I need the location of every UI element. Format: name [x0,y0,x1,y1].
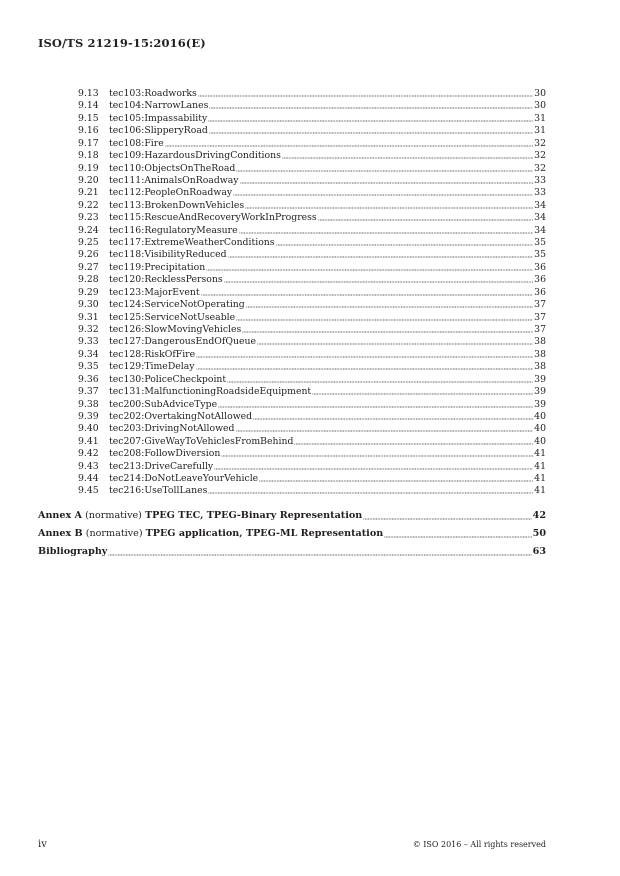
toc-entry-page: 41 [534,485,546,497]
toc-entry-page: 40 [534,423,546,435]
toc-entry-page: 38 [534,348,546,360]
toc-entry-title: tec131:MalfunctioningRoadsideEquipment [109,386,312,398]
toc-entry-title: tec130:PoliceCheckpoint [109,373,227,385]
toc-entry-page: 40 [534,435,546,447]
toc-entry[interactable] [78,150,546,161]
toc-entry-number: 9.26 [78,249,99,261]
toc-entry-page: 30 [534,100,546,112]
toc-entry-title: tec123:MajorEvent [109,286,200,298]
toc-entry-number: 9.40 [78,423,99,435]
toc-entry-title: tec115:RescueAndRecoveryWorkInProgress [109,212,317,224]
toc-entry-number: 9.39 [78,410,99,422]
toc-entry-title: tec127:DangerousEndOfQueue [109,336,256,348]
annex-page: 50 [532,528,546,539]
dot-leader [236,164,533,172]
dot-leader [233,188,533,196]
dot-leader [276,238,534,246]
toc-entry[interactable] [78,361,546,372]
toc-annex-entry[interactable] [38,509,546,522]
annex-label: Annex B [38,528,83,539]
toc-entry-title: tec213:DriveCarefully [109,460,214,472]
toc-entry-page: 32 [534,162,546,174]
toc-entry-page: 34 [534,224,546,236]
toc-entry[interactable] [78,175,546,186]
toc-entry-title: tec105:Impassability [109,112,208,124]
toc-entry-page: 41 [534,448,546,460]
toc-entry-number: 9.24 [78,224,99,236]
toc-entry[interactable] [78,485,546,496]
dot-leader [227,375,533,383]
dot-leader [245,201,533,209]
dot-leader [363,512,531,520]
toc-entry[interactable] [78,287,546,298]
toc-entry-page: 32 [534,150,546,162]
dot-leader [108,548,531,556]
dot-leader [282,151,533,159]
toc-entry-number: 9.37 [78,386,99,398]
annex-title: TPEG application, TPEG-ML Representation [145,528,384,539]
toc-entry-number: 9.32 [78,323,99,335]
toc-entry-number: 9.29 [78,286,99,298]
toc-entry-title: tec129:TimeDelay [109,361,195,373]
toc-bibliography-entry[interactable] [38,545,546,558]
dot-leader [198,89,533,97]
dot-leader [214,462,533,470]
bibliography-label: Bibliography [38,546,108,557]
toc-entry-number: 9.19 [78,162,99,174]
toc-entry-number: 9.41 [78,435,99,447]
toc-entry-page: 40 [534,410,546,422]
toc-entry-title: tec128:RiskOfFire [109,348,196,360]
toc-entry-page: 30 [534,88,546,99]
toc-entry-page: 41 [534,460,546,472]
dot-leader [294,437,533,445]
toc-entry-title: tec118:VisibilityReduced [109,249,227,261]
toc-entry-title: tec203:DrivingNotAllowed [109,423,235,435]
toc-entry-number: 9.25 [78,237,99,249]
toc-entry-title: tec109:HazardousDrivingConditions [109,150,281,162]
toc-entry[interactable] [78,237,546,248]
toc-entry[interactable] [78,349,546,360]
toc-entry-title: tec110:ObjectsOnTheRoad [109,162,236,174]
dot-leader [209,126,533,134]
toc-entry[interactable] [78,274,546,285]
toc-entry-title: tec120:RecklessPersons [109,274,223,286]
dot-leader [246,300,533,308]
toc-entry[interactable] [78,324,546,335]
toc-entry-title: tec111:AnimalsOnRoadway [109,174,239,186]
toc-entry-page: 31 [534,125,546,137]
toc-entry-page: 36 [534,286,546,298]
annex-qualifier: (normative) [82,510,145,521]
toc-entry-page: 35 [534,249,546,261]
toc-entry[interactable] [78,100,546,111]
toc-entry[interactable] [78,200,546,211]
toc-entry[interactable] [78,312,546,323]
toc-entry-title: tec202:OvertakingNotAllowed [109,410,253,422]
toc-entry[interactable] [78,88,546,99]
toc-entry-title: tec108:Fire [109,137,164,149]
dot-leader [253,412,533,420]
toc-entry[interactable] [78,411,546,422]
dot-leader [206,263,533,271]
toc-entry-title: tec125:ServiceNotUseable [109,311,236,323]
dot-leader [209,101,533,109]
toc-entry-title: tec117:ExtremeWeatherConditions [109,237,275,249]
annex-qualifier: (normative) [82,528,146,539]
toc-entry-title: tec207:GiveWayToVehiclesFromBehind [109,435,294,447]
toc-entry-title: tec126:SlowMovingVehicles [109,323,242,335]
dot-leader [196,362,534,370]
dot-leader [218,400,533,408]
toc-entry-title: tec106:SlipperyRoad [109,125,208,137]
dot-leader [165,139,533,147]
toc-entry-page: 39 [534,386,546,398]
toc-entry-page: 33 [534,174,546,186]
toc-entry-number: 9.22 [78,199,99,211]
toc-entry-page: 38 [534,361,546,373]
toc-entry-number: 9.35 [78,361,99,373]
dot-leader [228,250,534,258]
toc-entry-number: 9.14 [78,100,99,112]
toc-entry[interactable] [78,212,546,223]
toc-entry-title: tec113:BrokenDownVehicles [109,199,245,211]
toc-entry-number: 9.28 [78,274,99,286]
dot-leader [240,176,534,184]
toc-entry-number: 9.16 [78,125,99,137]
toc-entry[interactable] [78,187,546,198]
toc-entry-page: 39 [534,398,546,410]
toc-entry-page: 36 [534,274,546,286]
toc-entry-number: 9.15 [78,112,99,124]
toc-entry[interactable] [78,436,546,447]
toc-entry[interactable] [78,399,546,410]
toc-entry-title: tec214:DoNotLeaveYourVehicle [109,473,259,485]
toc-entry-number: 9.34 [78,348,99,360]
toc-entry[interactable] [78,461,546,472]
dot-leader [236,313,533,321]
toc-entry[interactable] [78,374,546,385]
toc-entry[interactable] [78,386,546,397]
annex-label: Annex A [38,510,83,521]
toc-entry-page: 36 [534,261,546,273]
dot-leader [224,275,534,283]
toc-entry[interactable] [78,336,546,347]
toc-entry-number: 9.30 [78,299,99,311]
toc-entry-number: 9.13 [78,88,99,99]
toc-entry-number: 9.45 [78,485,99,497]
toc-entry[interactable] [78,299,546,310]
toc-entry-number: 9.44 [78,473,99,485]
toc-entry-title: tec103:Roadworks [109,88,197,99]
toc-entry-number: 9.31 [78,311,99,323]
toc-entry[interactable] [78,262,546,273]
copyright-notice: © ISO 2016 – All rights reserved [412,840,546,849]
toc-entry-number: 9.18 [78,150,99,162]
toc-entry-number: 9.36 [78,373,99,385]
dot-leader [221,449,533,457]
toc-entry-title: tec200:SubAdviceType [109,398,218,410]
annex-page: 42 [532,510,546,521]
toc-entry-title: tec208:FollowDiversion [109,448,221,460]
toc-entry-page: 37 [534,299,546,311]
toc-entry-title: tec216:UseTollLanes [109,485,208,497]
dot-leader [318,213,533,221]
dot-leader [259,474,533,482]
toc-entry-page: 35 [534,237,546,249]
toc-entry-number: 9.27 [78,261,99,273]
toc-entry-title: tec119:Precipitation [109,261,206,273]
toc-entry-page: 37 [534,311,546,323]
toc-entry-page: 39 [534,373,546,385]
annex-title: TPEG TEC, TPEG-Binary Representation [144,510,363,521]
dot-leader [257,337,533,345]
toc-entry-number: 9.43 [78,460,99,472]
toc-entry[interactable] [78,423,546,434]
toc-entry-number: 9.20 [78,174,99,186]
toc-entry-page: 34 [534,199,546,211]
dot-leader [236,424,534,432]
bibliography-page: 63 [532,546,546,557]
toc-entry[interactable] [78,125,546,136]
toc-entry[interactable] [78,113,546,124]
toc-entry-page: 33 [534,187,546,199]
dot-leader [242,325,533,333]
toc-entry-page: 37 [534,323,546,335]
toc-entry-number: 9.23 [78,212,99,224]
toc-entry[interactable] [78,249,546,260]
toc-entry[interactable] [78,225,546,236]
toc-entry-title: tec124:ServiceNotOperating [109,299,245,311]
toc-entry[interactable] [78,448,546,459]
dot-leader [196,350,533,358]
toc-entry-number: 9.17 [78,137,99,149]
toc-entry-page: 32 [534,137,546,149]
toc-entry-page: 41 [534,473,546,485]
toc-entry-title: tec104:NarrowLanes [109,100,209,112]
dot-leader [201,288,534,296]
toc-entry-number: 9.42 [78,448,99,460]
page-number: iv [38,839,47,850]
toc-entry[interactable] [78,473,546,484]
toc-entry[interactable] [78,163,546,174]
dot-leader [312,387,533,395]
dot-leader [384,530,531,538]
dot-leader [239,226,534,234]
document-id: ISO/TS 21219-15:2016(E) [38,36,206,50]
toc-entry-title: tec116:RegulatoryMeasure [109,224,238,236]
toc-annex-entry[interactable] [38,527,546,540]
toc-entry-number: 9.38 [78,398,99,410]
dot-leader [208,486,533,494]
toc-entry[interactable] [78,138,546,149]
toc-entry-number: 9.33 [78,336,99,348]
toc-entry-page: 38 [534,336,546,348]
toc-entry-title: tec112:PeopleOnRoadway [109,187,233,199]
toc-entry-page: 34 [534,212,546,224]
toc-entry-number: 9.21 [78,187,99,199]
dot-leader [208,114,533,122]
toc-entry-page: 31 [534,112,546,124]
